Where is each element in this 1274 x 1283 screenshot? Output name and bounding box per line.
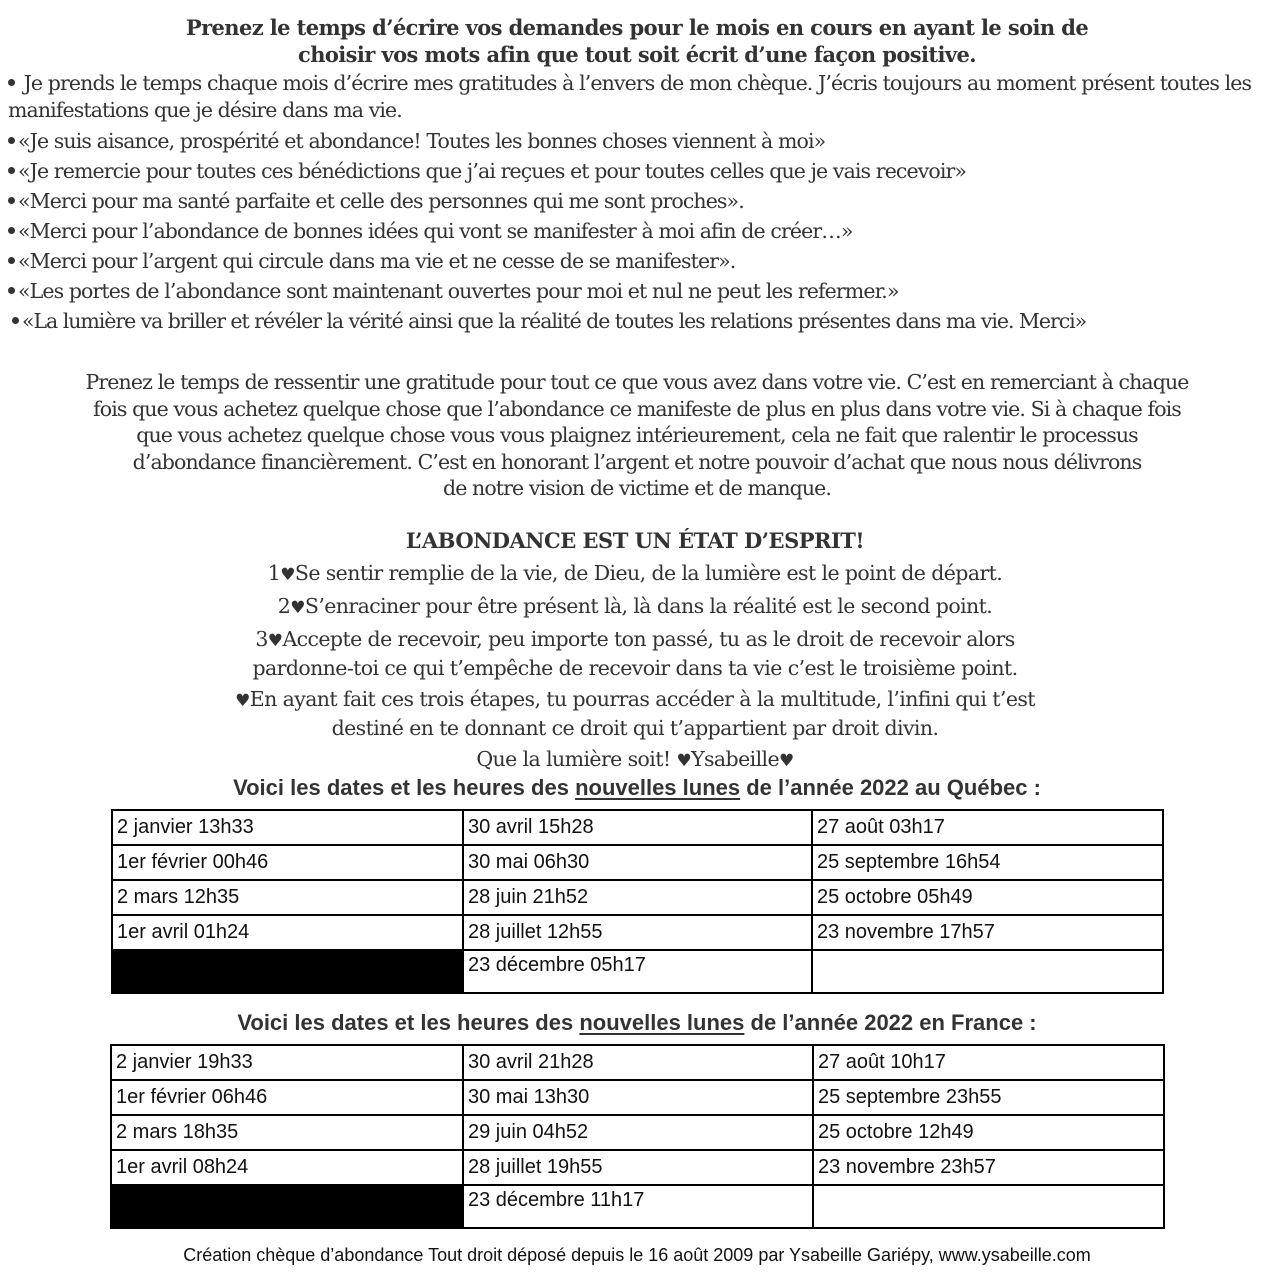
bullet-icon — [8, 197, 15, 204]
table-cell: 23 novembre 23h57 — [813, 1150, 1164, 1185]
step-4: ♥En ayant fait ces trois étapes, tu pourras accéder à la multitude, l’infini qui t’est destiné en te donnant ce droit qui t’appartient par droit divin. — [235, 687, 1035, 740]
list-item: «Merci pour l’abondance de bonnes idées qui vont se manifester à moi afin de créer…» — [8, 218, 1270, 248]
title-line-1: Prenez le temps d’écrire vos demandes pour le mois en cours en ayant le soin de — [185, 15, 1089, 40]
bullet-icon — [8, 257, 15, 264]
france-table-title: Voici les dates et les heures des nouvelles lunes de l’année 2022 en France : — [237, 1010, 1037, 1035]
redacted-cell — [112, 950, 463, 993]
page-title — [0, 14, 1274, 68]
table-row — [112, 880, 1163, 915]
list-item: «La lumière va briller et révéler la vérité ainsi que la réalité de toutes les relations présentes dans ma vie. Merci» — [8, 308, 1270, 338]
gratitude-list — [8, 70, 1270, 338]
closing-line: Que la lumière soit! ♥Ysabeille♥ — [476, 747, 794, 771]
list-item: «Les portes de l’abondance sont maintenant ouvertes pour moi et nul ne peut les refermer.» — [8, 278, 1270, 308]
table-cell: 2 janvier 13h33 — [112, 810, 463, 845]
table-row — [111, 1080, 1164, 1115]
table-cell: 25 septembre 16h54 — [812, 845, 1163, 880]
table-cell: 1er avril 01h24 — [112, 915, 463, 950]
table-row — [111, 1150, 1164, 1185]
heart-icon: ♥ — [290, 598, 305, 618]
table-cell: 25 septembre 23h55 — [813, 1080, 1164, 1115]
bullet-icon — [8, 137, 15, 144]
table-row — [111, 1185, 1164, 1228]
table-cell — [812, 950, 1163, 993]
redacted-cell — [111, 1185, 463, 1228]
table-cell: 2 mars 12h35 — [112, 880, 463, 915]
heart-icon: ♥ — [235, 691, 250, 711]
france-moon-table — [110, 1044, 1165, 1229]
step-2: 2♥S’enraciner pour être présent là, là dans la réalité est le second point. — [277, 594, 993, 618]
quebec-moon-table — [111, 809, 1164, 994]
paragraph-line: Prenez le temps de ressentir une gratitude pour tout ce que vous avez dans votre vie. C’est en remerciant à chaque — [85, 370, 1189, 394]
bullet-icon — [12, 317, 19, 324]
table-row — [112, 915, 1163, 950]
list-item: «Je suis aisance, prospérité et abondance! Toutes les bonnes choses viennent à moi» — [8, 128, 1270, 158]
table-row — [111, 1045, 1164, 1080]
bullet-icon — [8, 79, 15, 86]
steps-list — [0, 560, 1270, 779]
table-cell: 1er avril 08h24 — [111, 1150, 463, 1185]
heart-icon: ♥ — [779, 751, 794, 771]
table-cell: 29 juin 04h52 — [463, 1115, 813, 1150]
table-cell — [813, 1185, 1164, 1228]
table-cell: 30 avril 15h28 — [463, 810, 812, 845]
table-cell: 23 décembre 11h17 — [463, 1185, 813, 1228]
bullet-icon — [8, 287, 15, 294]
bullet-icon — [8, 227, 15, 234]
list-item: «Je remercie pour toutes ces bénédictions que j’ai reçues et pour toutes celles que je vais recevoir» — [8, 158, 1270, 188]
heart-icon: ♥ — [280, 565, 295, 585]
heart-icon: ♥ — [676, 751, 692, 771]
table-cell: 25 octobre 12h49 — [813, 1115, 1164, 1150]
section-heading: L’ABONDANCE EST UN ÉTAT D’ESPRIT! — [405, 528, 865, 553]
table-row — [112, 950, 1163, 993]
paragraph-line: que vous achetez quelque chose vous vous plaignez intérieurement, cela ne fait que ralentir le processus — [136, 423, 1138, 447]
table-row — [111, 1115, 1164, 1150]
table-cell: 30 mai 13h30 — [463, 1080, 813, 1115]
table-cell: 25 octobre 05h49 — [812, 880, 1163, 915]
bullet-icon — [8, 167, 15, 174]
quebec-table-title: Voici les dates et les heures des nouvelles lunes de l’année 2022 au Québec : — [233, 775, 1041, 800]
list-item: «Merci pour ma santé parfaite et celle des personnes qui me sont proches». — [8, 188, 1270, 218]
step-1: 1♥Se sentir remplie de la vie, de Dieu, de la lumière est le point de départ. — [267, 561, 1003, 585]
table-cell: 27 août 03h17 — [812, 810, 1163, 845]
list-item: «Merci pour l’argent qui circule dans ma vie et ne cesse de se manifester». — [8, 248, 1270, 278]
paragraph-line: d’abondance financièrement. C’est en honorant l’argent et notre pouvoir d’achat que nous nous délivrons — [132, 449, 1142, 474]
gratitude-paragraph — [0, 369, 1274, 502]
table-row — [112, 845, 1163, 880]
table-cell: 30 avril 21h28 — [463, 1045, 813, 1080]
step-3: 3♥Accepte de recevoir, peu importe ton passé, tu as le droit de recevoir alors pardonne-toi ce qui t’empêche de recevoir dans ta vie c’est le troisième point. — [252, 627, 1018, 680]
table-cell: 27 août 10h17 — [813, 1045, 1164, 1080]
signature: Ysabeille — [691, 747, 780, 771]
copyright-footer: Création chèque d’abondance Tout droit déposé depuis le 16 août 2009 par Ysabeille Gariépy, www.ysabeille.com — [183, 1245, 1091, 1265]
paragraph-line: de notre vision de victime et de manque. — [442, 476, 832, 500]
table-cell: 23 novembre 17h57 — [812, 915, 1163, 950]
table-cell: 28 juin 21h52 — [463, 880, 812, 915]
title-line-2: choisir vos mots afin que tout soit écrit d’une façon positive. — [298, 42, 976, 67]
heart-icon: ♥ — [267, 631, 283, 651]
table-cell: 30 mai 06h30 — [463, 845, 812, 880]
table-cell: 2 janvier 19h33 — [111, 1045, 463, 1080]
table-cell: 1er février 06h46 — [111, 1080, 463, 1115]
table-cell: 1er février 00h46 — [112, 845, 463, 880]
paragraph-line: fois que vous achetez quelque chose que l’abondance ce manifeste de plus en plus dans votre vie. Si à chaque fois — [93, 396, 1181, 421]
list-item: Je prends le temps chaque mois d’écrire mes gratitudes à l’envers de mon chèque. J’écris toujours au moment présent toutes les manifestations que je désire dans ma vie. — [8, 71, 1252, 122]
table-row — [112, 810, 1163, 845]
table-cell: 28 juillet 12h55 — [463, 915, 812, 950]
table-cell: 23 décembre 05h17 — [463, 950, 812, 993]
table-cell: 2 mars 18h35 — [111, 1115, 463, 1150]
table-cell: 28 juillet 19h55 — [463, 1150, 813, 1185]
